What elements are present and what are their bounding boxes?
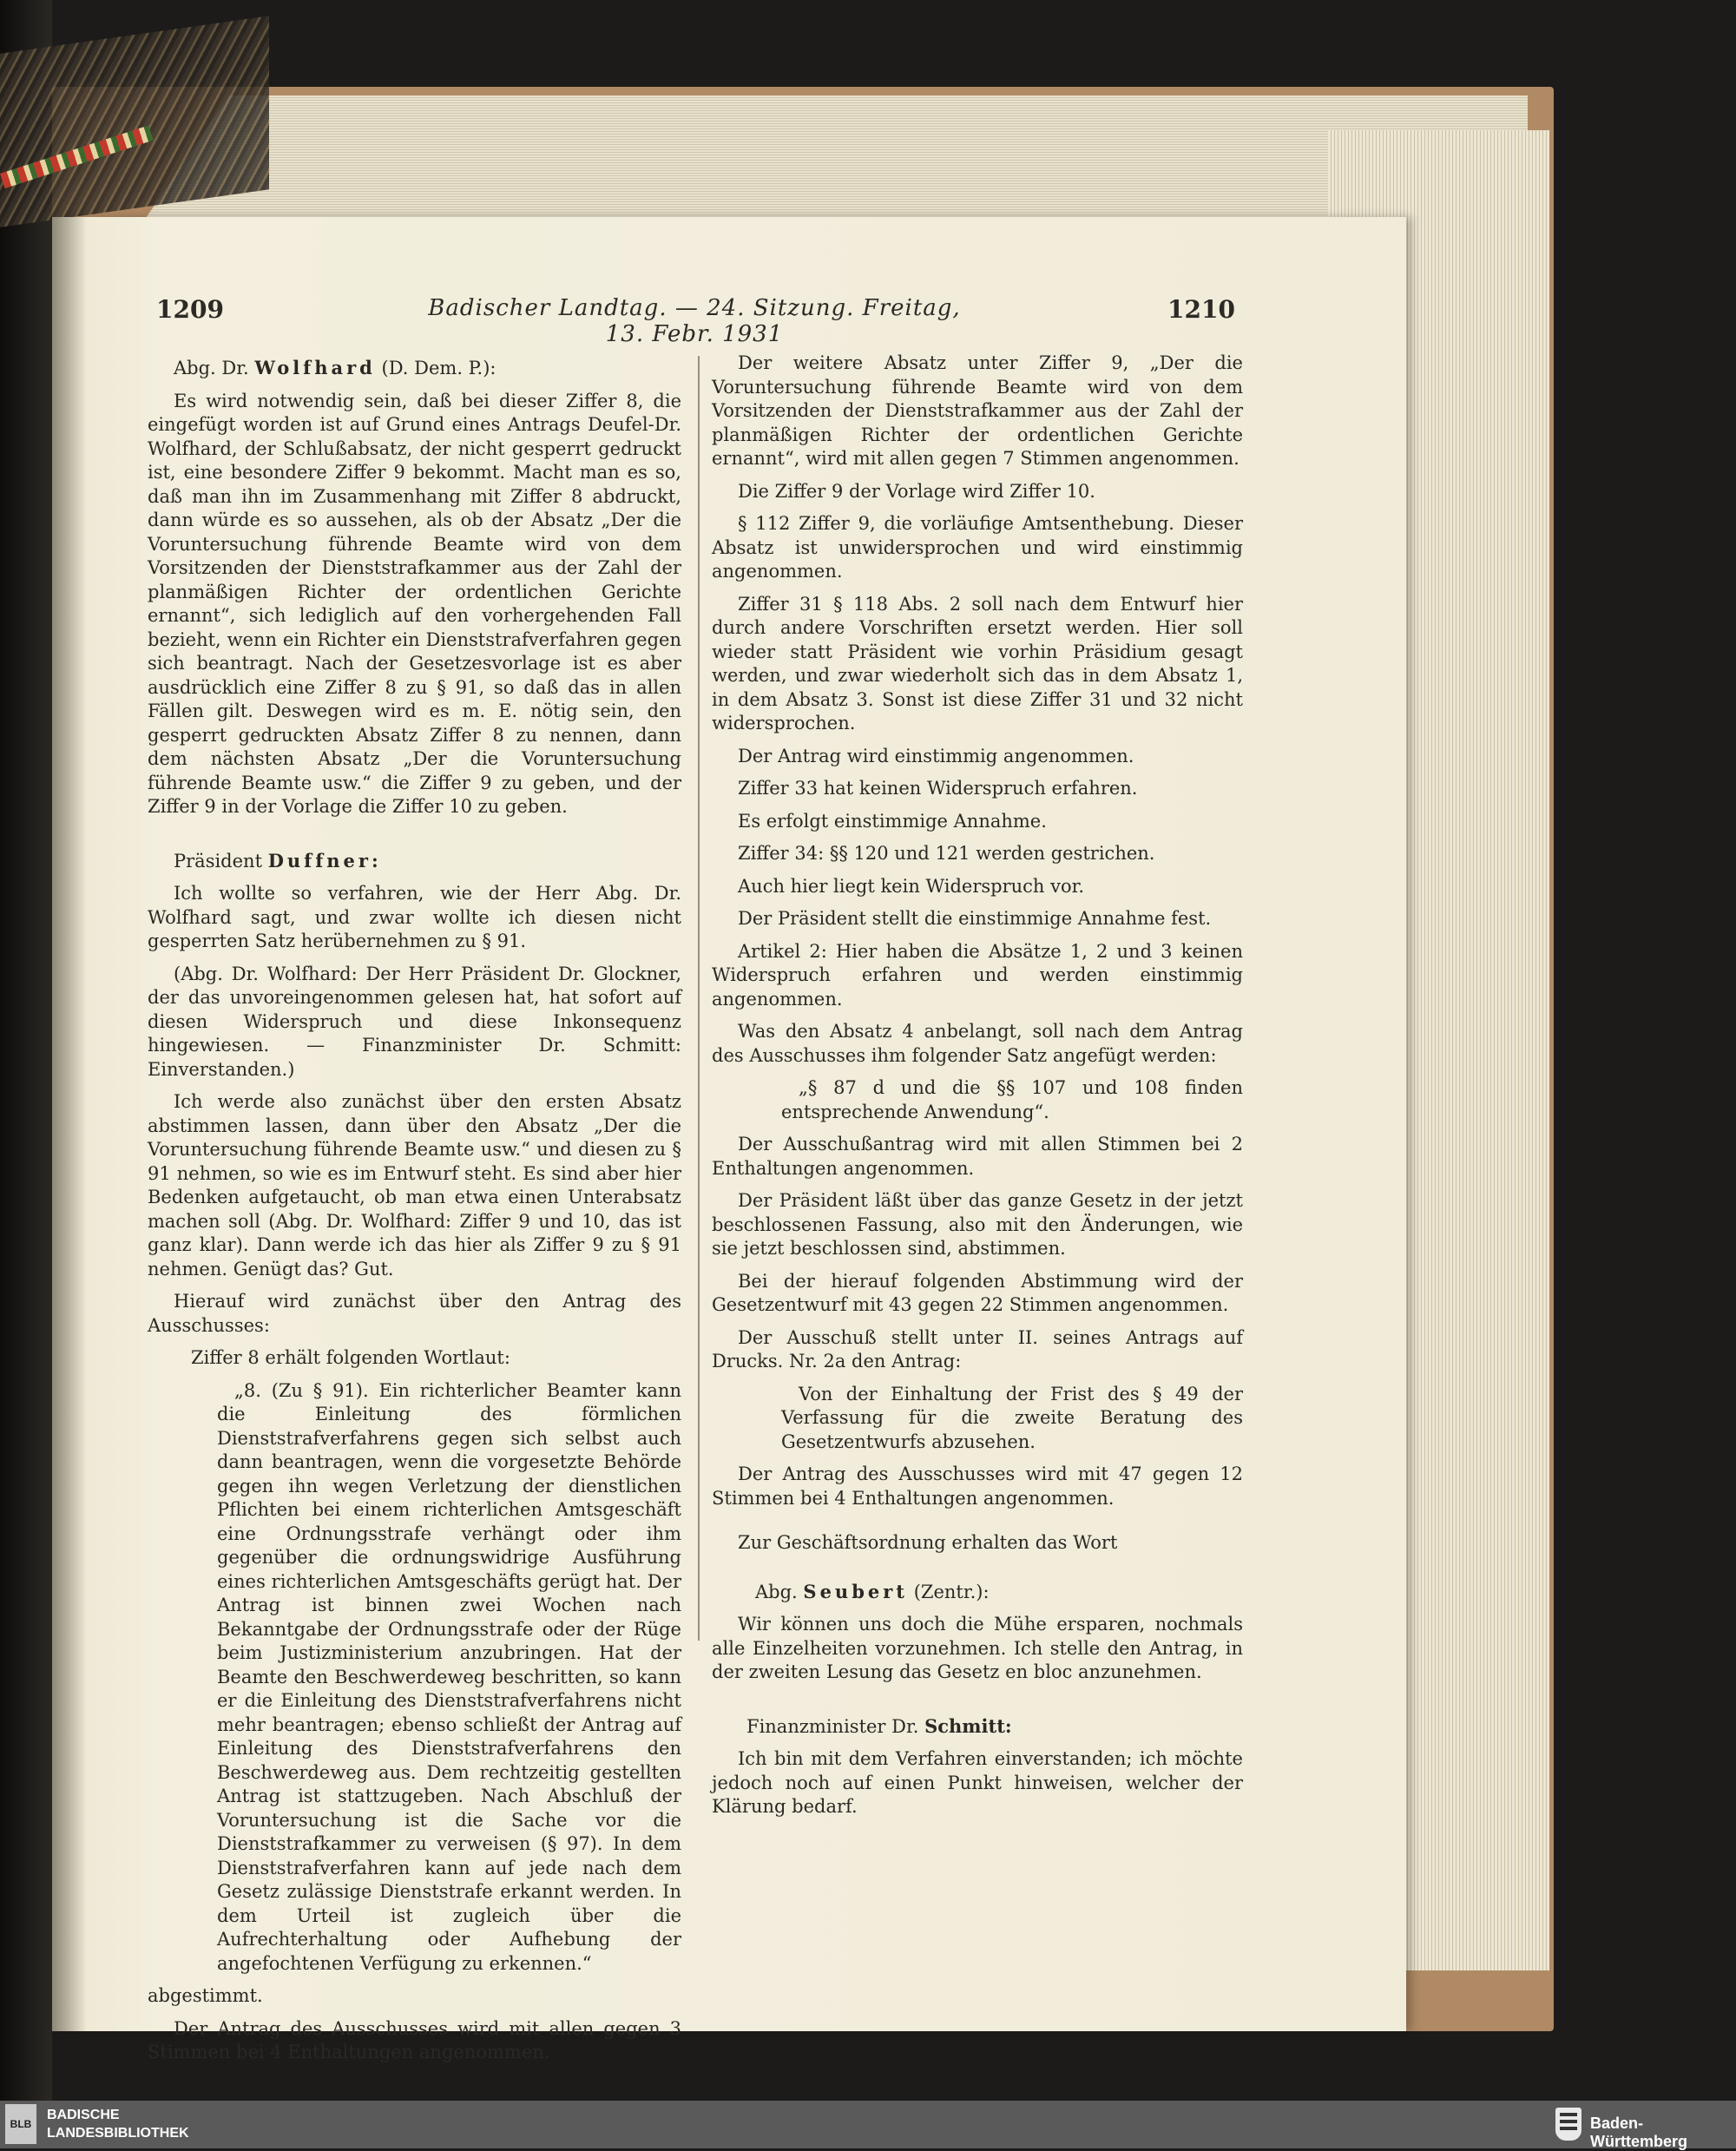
state-name[interactable]: Baden-Württemberg <box>1590 2115 1687 2150</box>
page-number-right: 1210 <box>1167 295 1235 324</box>
speaker-heading: Präsident Duffner: <box>174 849 382 872</box>
quoted-block: „§ 87 d und die §§ 107 und 108 finden entsprechende Anwendung“. <box>781 1077 1243 1122</box>
column-divider <box>698 356 700 1641</box>
paragraph: Artikel 2: Hier haben die Absätze 1, 2 und 3 keinen Widerspruch erfahren und werden einstimmig angenommen. <box>712 940 1243 1010</box>
paragraph: Der Ausschuß stellt unter II. seines Antrags auf Drucks. Nr. 2a den Antrag: <box>712 1326 1243 1372</box>
page-gutter-shadow <box>52 217 87 2031</box>
paragraph: Der Präsident läßt über das ganze Gesetz in der jetzt beschlossenen Fassung, also mit den Änderungen, wie sie jetzt beschlossen sind, abstimmen. <box>712 1190 1243 1259</box>
paragraph: Der Antrag des Ausschusses wird mit allen gegen 3 Stimmen bei 4 Enthaltungen angenommen. <box>148 2017 681 2062</box>
paragraph: Der weitere Absatz unter Ziffer 9, „Der die Voruntersuchung führende Beamte wird von dem Vorsitzenden der Dienststrafkammer aus der Zahl der planmäßigen Richter der ordentlichen Gerichte ernannt“, wird mit allen gegen 7 Stimmen angenommen. <box>712 352 1243 469</box>
quoted-block: „8. (Zu § 91). Ein richterlicher Beamter kann die Einleitung des förmlichen Dienststrafverfahrens gegen sich selbst auch dann beantragen, wenn die vorgesetzte Behörde gegen ihn wegen Verletzung der dienstlichen Pflichten bei einem richterlichen Amtsgeschäft eine Ordnungsstrafe verhängt oder ihm gegenüber die ordnungswidrige Ausführung eines richterlichen Amtsgeschäfts gerügt hat. Der Antrag ist binnen zwei Wochen nach Bekanntgabe der Ordnungsstrafe oder der Rüge beim Justizministerium anzubringen. Hat der Beamte den Beschwerdeweg beschritten, so kann er die Einleitung des Dienststrafverfahrens nicht mehr beantragen; ebenso schließt der Antrag auf Einleitung des Dienststrafverfahrens den Beschwerdeweg aus. Dem rechtzeitig gestellten Antrag ist stattzugeben. Nach Abschluß der Voruntersuchung ist die Sache vor die Dienststrafkammer zu verweisen (§ 97). In dem Dienststrafverfahren kann auf jede nach dem Gesetz zulässige Dienststrafe erkannt werden. In dem Urteil ist zugleich über die Aufrechterhaltung oder Aufhebung der angefochtenen Verfügung zu erkennen.“ <box>217 1379 681 1974</box>
paragraph: Wir können uns doch die Mühe ersparen, nochmals alle Einzelheiten vorzunehmen. Ich stelle den Antrag, in der zweiten Lesung das Gesetz en bloc anzunehmen. <box>712 1614 1243 1682</box>
paragraph: abgestimmt. <box>148 1985 263 2006</box>
paragraph: Der Präsident stellt die einstimmige Annahme fest. <box>738 908 1212 929</box>
right-column <box>712 352 1243 1828</box>
blb-logo[interactable]: BLB <box>5 2104 36 2144</box>
paragraph: Zur Geschäftsordnung erhalten das Wort <box>738 1532 1118 1553</box>
paragraph: Der Antrag des Ausschusses wird mit 47 gegen 12 Stimmen bei 4 Enthaltungen angenommen. <box>712 1464 1243 1509</box>
footer-bar <box>0 2101 1736 2148</box>
paragraph: Ich bin mit dem Verfahren einverstanden; ich möchte jedoch noch auf einen Punkt hinweisen, welcher der Klärung bedarf. <box>712 1748 1243 1817</box>
paragraph: Ich werde also zunächst über den ersten Absatz abstimmen lassen, dann über den Absatz „Der die Voruntersuchung führende Beamte usw.“ und diesen zu § 91 nehmen, so wie es im Entwurf steht. Es sind aber hier Bedenken aufgetaucht, ob man etwa einen Unterabsatz machen soll (Abg. Dr. Wolfhard: Ziffer 9 und 10, das ist ganz klar). Dann werde ich das hier als Ziffer 9 zu § 91 nehmen. Genügt das? Gut. <box>148 1091 681 1279</box>
left-column <box>148 356 681 2074</box>
paragraph: Ich wollte so verfahren, wie der Herr Abg. Dr. Wolfhard sagt, und zwar wollte ich diesen nicht gesperrten Satz herübernehmen zu § 91. <box>148 883 681 951</box>
paragraph: Der Antrag wird einstimmig angenommen. <box>738 745 1134 766</box>
speaker-name: Seubert <box>803 1580 909 1602</box>
speaker-name: Schmitt: <box>924 1714 1012 1737</box>
paragraph: Bei der hierauf folgenden Abstimmung wird der Gesetzentwurf mit 43 gegen 22 Stimmen angenommen. <box>712 1270 1243 1315</box>
paragraph: Ziffer 31 § 118 Abs. 2 soll nach dem Entwurf hier durch andere Vorschriften ersetzt werden. Hier soll wieder statt Präsident wie vorhin Präsidium gesagt werden, und zwar wiederholt sich das in dem Absatz 1, in dem Absatz 3. Sonst ist diese Ziffer 31 und 32 nicht widersprochen. <box>712 593 1243 733</box>
library-name[interactable]: BADISCHE LANDESBIBLIOTHEK <box>47 2108 189 2141</box>
paragraph: Ziffer 8 erhält folgenden Wortlaut: <box>191 1347 510 1368</box>
book-binding <box>0 0 52 2101</box>
page-number-left: 1209 <box>156 295 224 324</box>
quoted-block: Von der Einhaltung der Frist des § 49 der Verfassung für die zweite Beratung des Gesetzentwurfs abzusehen. <box>781 1383 1243 1452</box>
paragraph: Auch hier liegt kein Widerspruch vor. <box>738 875 1085 897</box>
speaker-heading: Finanzminister Dr. Schmitt: <box>746 1714 1012 1737</box>
running-title: Badischer Landtag. — 24. Sitzung. Freitag, 13. Febr. 1931 <box>428 295 961 347</box>
paragraph: Es erfolgt einstimmige Annahme. <box>738 810 1047 832</box>
paragraph: Ziffer 33 hat keinen Widerspruch erfahren. <box>738 778 1138 799</box>
state-crest-icon <box>1555 2108 1581 2141</box>
page-edges-top <box>52 95 1528 226</box>
paragraph: § 112 Ziffer 9, die vorläufige Amtsenthebung. Dieser Absatz ist unwidersprochen und wird einstimmig angenommen. <box>712 513 1243 582</box>
paragraph: Die Ziffer 9 der Vorlage wird Ziffer 10. <box>738 480 1095 502</box>
speaker-heading: Abg. Seubert (Zentr.): <box>755 1580 990 1602</box>
paragraph: Hierauf wird zunächst über den Antrag des Ausschusses: <box>148 1291 681 1336</box>
paragraph: Was den Absatz 4 anbelangt, soll nach dem Antrag des Ausschusses ihm folgender Satz angefügt werden: <box>712 1021 1243 1066</box>
paragraph: (Abg. Dr. Wolfhard: Der Herr Präsident Dr. Glockner, der das unvoreingenommen gelesen hat, hat sofort auf diesen Widerspruch und diese Inkonsequenz hingewiesen. — Finanzminister Dr. Schmitt: Einverstanden.) <box>148 963 681 1080</box>
speaker-name: Wolfhard <box>254 357 376 378</box>
paragraph: Es wird notwendig sein, daß bei dieser Ziffer 8, die eingefügt worden ist auf Grund eines Antrags Deufel-Dr. Wolfhard, der Schlußabsatz, der nicht gesperrt gedruckt ist, eine besondere Ziffer 9 bekommt. Macht man es so, daß man ihn im Zusammenhang mit Ziffer 8 abdruckt, dann würde es so aussehen, als ob der Absatz „Der die Voruntersuchung führende Beamte wird von dem Vorsitzenden der Dienststrafkammer aus der Zahl der planmäßigen Richter der ordentlichen Gerichte ernannt“, sich lediglich auf den vorhergehenden Fall bezieht, wenn ein Richter ein Dienststrafverfahren gegen sich beantragt. Nach der Gesetzesvorlage ist es aber ausdrücklich eine Ziffer 8 zu § 91, so daß das in allen Fällen gilt. Deswegen wird es m. E. nötig sein, den gesperrt gedruckten Absatz Ziffer 8 zu nennen, dann dem nächsten Absatz „Der die Voruntersuchung führende Beamte usw.“ die Ziffer 9 zu geben, und der Ziffer 9 in der Vorlage die Ziffer 10 zu geben. <box>148 390 681 817</box>
paragraph: Ziffer 34: §§ 120 und 121 werden gestrichen. <box>738 843 1155 864</box>
speaker-name: Duffner: <box>267 849 382 872</box>
paragraph: Der Ausschußantrag wird mit allen Stimmen bei 2 Enthaltungen angenommen. <box>712 1134 1243 1179</box>
speaker-heading: Abg. Dr. Wolfhard (D. Dem. P.): <box>174 357 496 378</box>
